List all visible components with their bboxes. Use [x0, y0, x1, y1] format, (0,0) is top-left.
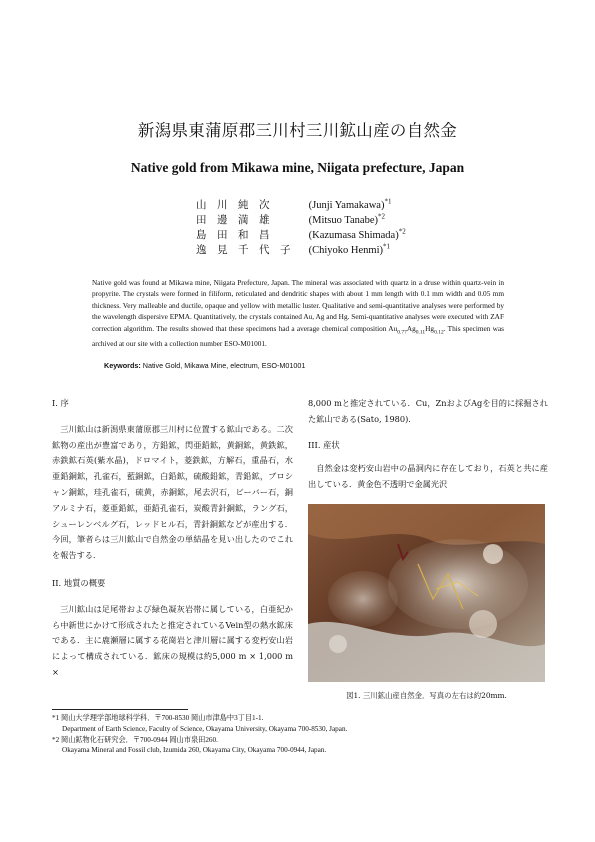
author-4: [196, 242, 496, 257]
specimen-photo: [308, 504, 545, 682]
section-heading-intro: I. 序: [52, 398, 69, 408]
abstract-main: Native gold was found at Mikawa mine, Niigata Prefecture, Japan. The mineral was associated with quartz in a druse within quartz-vein in propyrite. The crystals were formed in filiform, reticulated and dendritic shapes with about 1 mm length with 0.1 mm width and 0.05 mm thickness. Very malleable and ductile, opaque and yellow with metallic luster. Qualitative and semi-quantitative analyses were performed by the wavelength dispersive EPMA. Quantitatively, the crystals contained Au, Ag and Hg. Semi-quantitative analyses were executed with ZAF correction algorithm. The results showed that these specimens had a average chemical composition: [92, 278, 504, 333]
author-3: [196, 227, 496, 242]
section-heading-geology: II. 地質の概要: [52, 577, 106, 588]
footnote-2-en: Okayama Mineral and Fossil club, Izumida 260, Okayama City, Okayama 700-0944, Japan.: [62, 746, 327, 755]
footnote-1: *1 岡山大学理学部地球科学科．〒700-8530 岡山市津島中3丁目1-1.: [52, 714, 264, 722]
author-mark: *2: [377, 212, 385, 221]
author-name-ja: 田 邊 満 雄: [196, 215, 270, 226]
abstract-tail: . This specimen was archived at our site with a collection number ESO-M01001.: [92, 323, 504, 349]
author-2: [196, 212, 496, 227]
section-body-occurrence: 自然金は変朽安山岩中の晶洞内に存在しており，石英と共に産出している．黄金色不透明で金属光沢: [308, 463, 548, 490]
author-name-ja: 逸 見 千 代 子: [196, 245, 291, 256]
left-column: [52, 396, 293, 681]
keywords: [104, 361, 305, 370]
footnote-2: *2 岡山鉱物化石研究会．〒700-0944 岡山市泉田260.: [52, 735, 218, 744]
figure-caption: 図1. 三川鉱山産自然金．写真の左右は約20mm.: [346, 691, 507, 700]
author-name-en: (Chiyoko Henmi): [308, 245, 383, 256]
abstract: [92, 277, 504, 350]
author-mark: *2: [398, 227, 406, 236]
section-body-geology-continued: 8,000 mと推定されている．Cu，ZnおよびAgを目的に採掘された鉱山である(Sato, 1980)．: [308, 398, 548, 424]
author-name-en: (Junji Yamakawa): [308, 200, 385, 211]
author-mark: *1: [384, 197, 392, 206]
author-name-ja: 島 田 和 昌: [196, 230, 270, 241]
section-heading-occurrence: III. 産状: [308, 439, 340, 450]
author-name-en: (Kazumasa Shimada): [308, 230, 399, 241]
section-body-intro: 三川鉱山は新潟県東蒲原郡三川村に位置する鉱山である。二次鉱物の産出が豊富であり，方鉛鉱，閃亜鉛鉱，黄銅鉱，黄鉄鉱，赤鉄鉱石英(紫水晶)，ドロマイト，菱鉄鉱，方解石，重晶石，水亜鉛銅鉱，孔雀石，藍銅鉱，白鉛鉱，硫酸鉛鉱，青鉛鉱，ブロシャン銅鉱，珪孔雀石，硫黄，赤銅鉱，尾去沢石，ビーバー石，銅アルミナ石，菱亜鉛鉱，亜鉛孔雀石，炭酸青針銅鉱，ラング石，シューレンベルグ石，レッドヒル石，青針銅鉱などが産出する．今回，筆者らは三川鉱山で自然金の単結晶を見い出したのでこれを報告する．: [52, 423, 293, 561]
footnotes: [52, 713, 552, 756]
keywords-label: Keywords:: [104, 361, 141, 370]
footnote-1-en: Department of Earth Science, Faculty of Science, Okayama University, Okayama 700-8530, Japan.: [62, 724, 348, 733]
title-japanese: 新潟県東蒲原郡三川村三川鉱山産の自然金: [137, 121, 458, 140]
abstract-formula: $Au_{0.77}Ag_{0.11}Hg_{0.12}$: [388, 323, 444, 336]
title-english: Native gold from Mikawa mine, Niigata prefecture, Japan: [130, 160, 465, 175]
author-name-ja: 山 川 純 次: [196, 200, 270, 211]
keywords-text: Native Gold, Mikawa Mine, electrum, ESO-M01001: [142, 361, 306, 370]
right-column: [308, 396, 548, 493]
section-body-geology: 三川鉱山は足尾帯および緑色凝灰岩帯に属している，白亜紀から中新世にかけて形成されたと推定されているVein型の熱水鉱床である．主に鹿瀬層に属する花崗岩と津川層に属する変朽安山岩によって構成されている．鉱床の規模は約5,000 m × 1,000 m ×: [52, 603, 293, 677]
footnote-rule: [52, 709, 188, 710]
author-1: [196, 197, 496, 212]
author-mark: *1: [383, 242, 390, 251]
author-name-en: (Mitsuo Tanabe): [308, 215, 378, 226]
